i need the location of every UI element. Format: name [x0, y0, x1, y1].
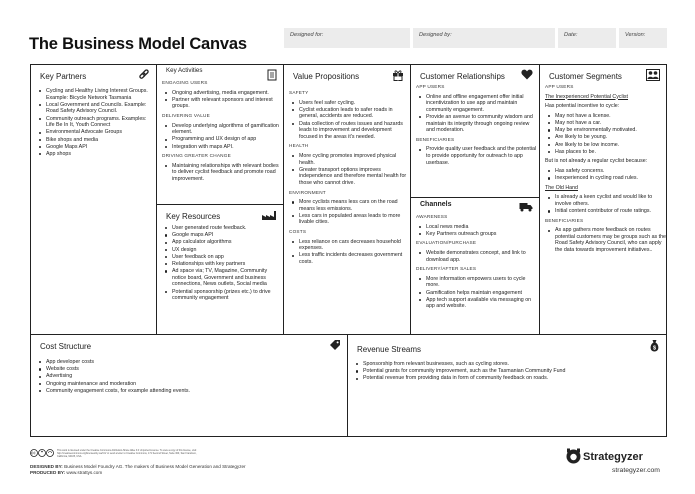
delivering-value-label: DELIVERING VALUE: [162, 112, 210, 118]
list-item: More information empowers users to cycle more.: [416, 276, 538, 289]
delivery-label: DELIVERY/AFTER SALES: [416, 266, 477, 272]
beneficiaries-label: BENEFICIARIES: [416, 136, 455, 142]
list-item: Greater transport options improves independence and therefore mental health for those who cannot drive.: [289, 167, 409, 187]
channels-block: [410, 197, 540, 335]
list-item: Local news media: [416, 224, 538, 231]
value-propositions-block: [283, 64, 411, 335]
key-activities-block: [156, 64, 284, 205]
version-field[interactable]: [619, 28, 667, 48]
revenue-streams-list: [353, 361, 658, 382]
key-partners-title: Key Partners: [40, 72, 87, 81]
safety-label: SAFETY: [289, 90, 309, 95]
list-item: App shops: [36, 151, 154, 158]
key-partners-list: [36, 88, 154, 158]
list-item: Google Maps API: [36, 144, 154, 151]
list-item: Are likely to be young.: [545, 134, 666, 141]
produced-by-credit: [30, 470, 102, 475]
designed-by-credit-label: DESIGNED BY:: [30, 464, 63, 469]
list-item: Data collection of routes issues and hazards leads to improvement and development focused in the areas it's needed.: [289, 121, 409, 141]
list-item: UX design: [162, 247, 282, 254]
list-item: Cyclist education leads to safer roads in general, accidents are reduced.: [289, 107, 409, 120]
list-item: May not have a car.: [545, 120, 666, 127]
list-item: Sponsorship from relevant businesses, such as cycling stores.: [353, 361, 658, 368]
date-field[interactable]: [558, 28, 616, 48]
svg-text:$: $: [652, 345, 657, 352]
list-item: Users feel safer cycling.: [289, 100, 409, 107]
list-item: App tech support available via messaging on app and website.: [416, 297, 538, 310]
key-partners-block: [30, 64, 157, 335]
list-item: App developer costs: [36, 359, 336, 366]
segments-beneficiaries-label: BENEFICIARIES: [545, 217, 584, 223]
designed-by-label: Designed by:: [419, 32, 452, 38]
list-item: Community outreach programs. Examples: Life Be In It, Youth Connect: [36, 116, 154, 129]
factory-icon: [261, 209, 277, 221]
persona-title: The Inexperienced Potential Cyclist: [545, 93, 629, 100]
designed-by-credit-value: Business Model Foundry AG. The makers of Business Model Generation and Strategyzer: [64, 464, 246, 469]
list-item: May be environmentally motivated.: [545, 127, 666, 134]
old-hand-title: The Old Hand: [545, 184, 578, 191]
strategyzer-logo-icon: [565, 448, 582, 464]
creative-commons-icon: [30, 449, 54, 457]
list-item: Advertising: [36, 373, 336, 380]
list-item: Cycling and Healthy Living Interest Groups. Example: Bicycle Network Tasmania: [36, 88, 154, 101]
produced-by-credit-label: PRODUCED BY:: [30, 470, 66, 475]
channels-title: Channels: [420, 201, 452, 208]
version-label: Version:: [625, 32, 646, 38]
key-activities-title: Key Activities: [166, 67, 203, 74]
customer-relationships-title: Customer Relationships: [420, 72, 505, 81]
list-item: Programming and UX design of app: [162, 136, 282, 143]
license-text: This work is licensed under the Creative Commons Attribution-Share Alike 3.0 Unported License. To view a copy of this license, visit: http://creativecommons.org/licenses/by-sa/3.0/ or send a letter to Creative Commons, 171 Second Street, Suite 300, San Francisco, California, 94105, USA.: [57, 449, 197, 458]
key-resources-list: [162, 225, 282, 302]
driving-change-label: DRIVING GREATER CHANGE: [162, 153, 231, 159]
list-item: Provide an avenue to community wisdom and maintain its integrity through ongoing review and moderation.: [416, 114, 538, 134]
list-item: User generated route feedback.: [162, 225, 282, 232]
date-label: Date:: [564, 32, 578, 38]
list-item: User feedback on app: [162, 254, 282, 261]
customer-relationships-block: [410, 64, 540, 198]
designed-by-credit: [30, 464, 246, 469]
list-item: As app gathers more feedback on routes potential customers may be groups such as the Road Safety Advisory Council, who can apply the data towards improvement initiatives..: [545, 227, 666, 253]
app-users-label: APP USERS: [416, 84, 445, 89]
list-item: May not have a license.: [545, 113, 666, 120]
produced-by-credit-value: www.strattys.com: [66, 470, 103, 475]
list-item: Online and offline engagement offer initial incentivization to use app and maintain community engagement.: [416, 94, 538, 114]
list-item: App calculator algorithms: [162, 239, 282, 246]
list-item: Ongoing maintenance and moderation: [36, 381, 336, 388]
list-item: Develop underlying algorithms of gamification element.: [162, 123, 282, 136]
list-item: More cycling promotes improved physical health.: [289, 153, 409, 166]
list-item: Has places to be.: [545, 149, 666, 156]
evaluation-label: EVALUATION/PURCHASE: [416, 240, 477, 246]
engaging-users-label: ENGAGING USERS: [162, 80, 208, 85]
list-item: Community engagement costs, for example attending events.: [36, 388, 336, 395]
list-item: Less reliance on cars decreases household expenses.: [289, 239, 409, 252]
revenue-streams-block: [347, 334, 667, 437]
list-item: Inexperienced in cycling road rules.: [545, 175, 666, 182]
list-item: Local Government and Councils. Example: Road Safety Advisory Council.: [36, 102, 154, 115]
list-item: Integration with maps API.: [162, 144, 282, 151]
list-item: More cyclists means less cars on the road means less emissions.: [289, 199, 409, 212]
list-item: Ongoing advertising, media engagement.: [162, 90, 282, 97]
list-item: Is already a keen cyclist and would like to involve others.: [545, 194, 666, 207]
list-item: Key Partners outreach groups: [416, 231, 538, 238]
customer-segments-title: Customer Segments: [549, 72, 622, 81]
cost-structure-title: Cost Structure: [40, 342, 92, 351]
list-item: Initial content contributor of route ratings.: [545, 208, 666, 215]
list-item: Are likely to be low income.: [545, 142, 666, 149]
strategyzer-url[interactable]: strategyzer.com: [612, 467, 660, 474]
list-item: Google maps API: [162, 232, 282, 239]
list-item: Provide quality user feedback and the potential to provide opportunity for outreach to app userbase.: [416, 146, 538, 166]
cost-structure-list: [36, 359, 336, 394]
gift-icon: [392, 69, 404, 81]
revenue-streams-title: Revenue Streams: [357, 345, 422, 354]
money-bag-icon: [649, 339, 660, 352]
customer-segments-block: [539, 64, 667, 335]
list-item: Potential grants for community improvement, such as the Tasmanian Community Fund: [353, 368, 658, 375]
list-item: Ad space via; TV, Magazine, Community notice board, Government and business connections, News outlets, Social media: [162, 268, 282, 288]
tag-icon: [329, 339, 341, 351]
not-regular-intro: But is not already a regular cyclist because:: [545, 158, 648, 165]
heart-icon: [521, 69, 533, 80]
costs-label: COSTS: [289, 229, 307, 235]
segments-app-users-label: APP USERS: [545, 84, 574, 89]
environment-label: ENVIRONMENT: [289, 189, 326, 195]
designed-for-label: Designed for:: [290, 32, 324, 38]
list-item: Website costs: [36, 366, 336, 373]
strategyzer-brand: Strategyzer: [583, 451, 643, 463]
users-icon: [646, 69, 660, 81]
designed-by-field[interactable]: [413, 28, 555, 48]
list-item: Maintaining relationships with relevant bodies to deliver cyclist feedback and promote road improvement.: [162, 163, 282, 183]
list-item: Less traffic incidents decreases government costs.: [289, 252, 409, 265]
value-propositions-title: Value Propositions: [293, 72, 360, 81]
awareness-label: AWARENESS: [416, 214, 448, 219]
key-resources-title: Key Resources: [166, 212, 221, 221]
list-item: Potential sponsorship (prizes etc.) to drive community engagement: [162, 289, 282, 302]
list-item: Has safety concerns.: [545, 168, 666, 175]
cost-structure-block: [30, 334, 348, 437]
list-item: Relationships with key partners: [162, 261, 282, 268]
list-item: Gamification helps maintain engagement: [416, 290, 538, 297]
list-item: Bike shops and media: [36, 137, 154, 144]
list-item: Partner with relevant sponsors and interest groups.: [162, 97, 282, 110]
page-title: The Business Model Canvas: [29, 35, 247, 53]
persona-intro: Has potential incentive to cycle:: [545, 103, 620, 110]
list-item: Environmental Advocate Groups: [36, 129, 154, 136]
designed-for-field[interactable]: [284, 28, 410, 48]
key-resources-block: [156, 204, 284, 335]
list-item: Potential revenue from providing data in form of community feedback on roads.: [353, 375, 658, 382]
list-item: Website demonstrates concept, and link to download app.: [416, 250, 538, 263]
link-icon: [138, 69, 150, 81]
health-label: HEALTH: [289, 143, 309, 149]
list-item: Less cars in populated areas leads to more livable cities.: [289, 213, 409, 226]
